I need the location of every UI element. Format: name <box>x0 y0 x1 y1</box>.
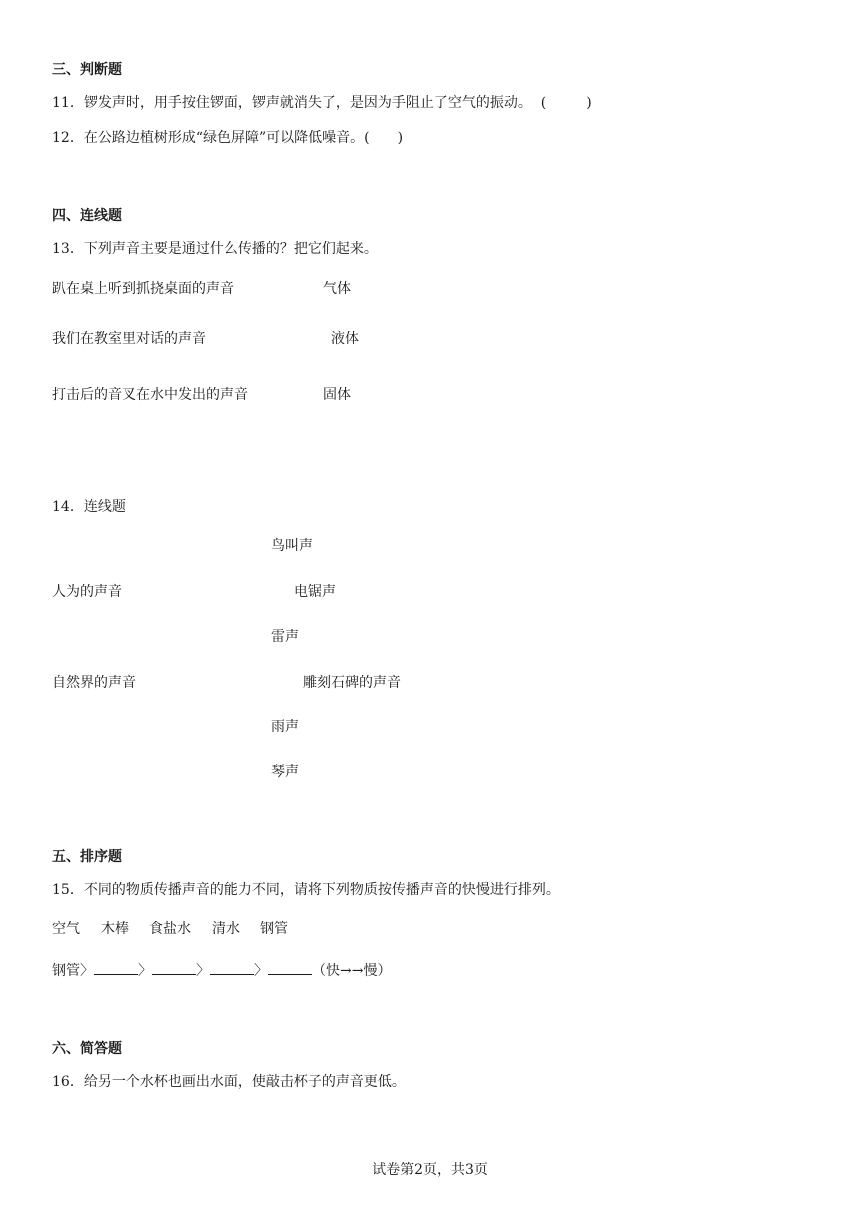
section-heading-judgment: 三、判断题 <box>52 62 122 78</box>
q13-right-item[interactable]: 气体 <box>323 281 351 297</box>
q13-right-item[interactable]: 固体 <box>323 387 351 403</box>
question-text: 不同的物质传播声音的能力不同，请将下列物质按传播声音的快慢进行排列。 <box>83 882 560 898</box>
section-heading-matching: 四、连线题 <box>52 208 122 224</box>
question-11 <box>52 94 592 112</box>
answer-blank[interactable] <box>94 960 138 975</box>
q13-left-item[interactable]: 我们在教室里对话的声音 <box>52 331 206 347</box>
q15-material: 钢管 <box>260 921 288 937</box>
q15-answer-line <box>52 960 391 980</box>
q13-left-item[interactable]: 打击后的音叉在水中发出的声音 <box>52 387 248 403</box>
q15-separator: 〉 <box>196 963 210 979</box>
question-number: 11． <box>52 95 84 111</box>
answer-paren-open: ( <box>540 95 547 111</box>
q14-right-item[interactable]: 琴声 <box>271 764 299 780</box>
question-16 <box>52 1073 406 1091</box>
q13-left-item[interactable]: 趴在桌上听到抓挠桌面的声音 <box>52 281 234 297</box>
q13-right-item[interactable]: 液体 <box>331 331 359 347</box>
q15-material: 空气 <box>52 921 80 937</box>
answer-blank[interactable] <box>210 960 254 975</box>
q15-material: 清水 <box>212 921 240 937</box>
q14-right-item[interactable]: 雨声 <box>271 719 299 735</box>
q15-separator: 〉 <box>138 963 152 979</box>
question-14 <box>52 498 126 516</box>
question-12 <box>52 129 403 147</box>
section-heading-short-answer: 六、简答题 <box>52 1041 122 1057</box>
q14-left-item[interactable]: 人为的声音 <box>52 584 122 600</box>
q14-right-item[interactable]: 雕刻石碑的声音 <box>303 675 401 691</box>
answer-paren-open: ( <box>364 130 370 146</box>
q14-left-item[interactable]: 自然界的声音 <box>52 675 136 691</box>
question-number: 16． <box>52 1074 84 1090</box>
question-number: 15． <box>52 882 84 898</box>
q15-separator: 〉 <box>254 963 268 979</box>
q15-material: 食盐水 <box>149 921 191 937</box>
question-13 <box>52 240 378 258</box>
question-text: 连线题 <box>83 499 126 515</box>
q14-right-item[interactable]: 电锯声 <box>294 584 336 600</box>
q15-suffix: （快→→慢） <box>312 963 392 979</box>
answer-blank[interactable] <box>268 960 312 975</box>
page-footer: 试卷第2页，共3页 <box>372 1162 488 1178</box>
question-number: 12． <box>52 130 84 146</box>
section-heading-sorting: 五、排序题 <box>52 849 122 865</box>
q14-right-item[interactable]: 鸟叫声 <box>271 538 313 554</box>
answer-paren-close: ) <box>397 130 404 146</box>
question-number: 13． <box>52 241 84 257</box>
q14-right-item[interactable]: 雷声 <box>271 629 299 645</box>
q15-material: 木棒 <box>101 921 129 937</box>
question-text: 给另一个水杯也画出水面，使敲击杯子的声音更低。 <box>83 1074 406 1090</box>
question-text: 在公路边植树形成“绿色屏障”可以降低噪音。 <box>83 130 365 146</box>
question-text: 锣发声时，用手按住锣面，锣声就消失了，是因为手阻止了空气的振动。 <box>83 95 532 111</box>
answer-paren-close: ) <box>586 95 592 111</box>
q15-start: 钢管〉 <box>52 963 94 979</box>
question-15 <box>52 881 560 899</box>
question-text: 下列声音主要是通过什么传播的？把它们起来。 <box>83 241 378 257</box>
answer-blank[interactable] <box>152 960 196 975</box>
question-number: 14． <box>52 499 84 515</box>
